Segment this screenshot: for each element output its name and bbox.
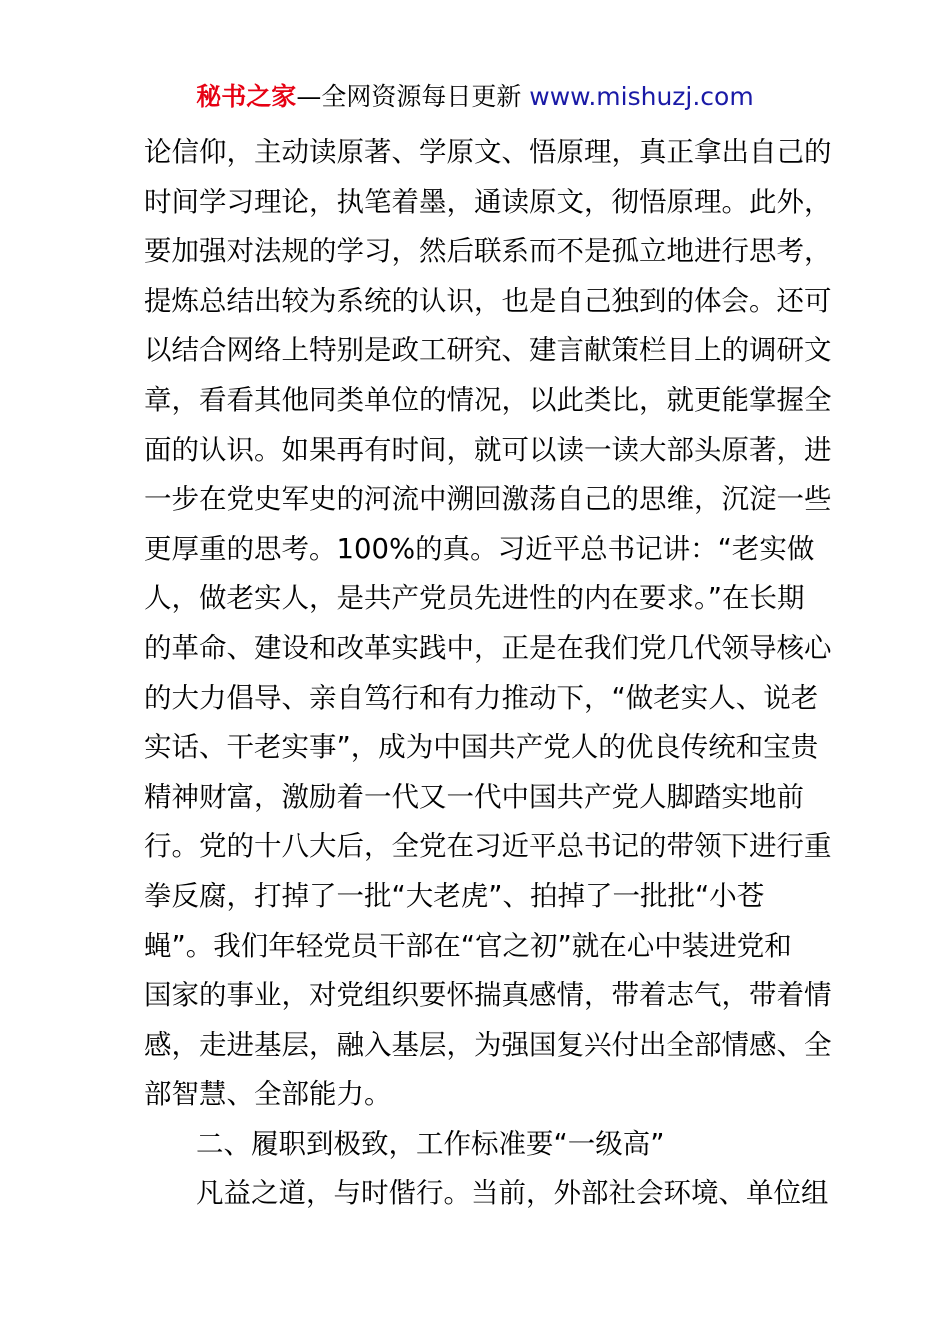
- body-line-17: 蝇”。我们年轻党员干部在“官之初”就在心中装进党和: [144, 929, 792, 962]
- body-line-13: 实话、干老实事”，成为中国共产党人的优良传统和宝贵: [144, 731, 819, 764]
- body-line-11: 的革命、建设和改革实践中，正是在我们党几代领导核心: [144, 631, 832, 664]
- body-line-18: 国家的事业，对党组织要怀揣真感情，带着志气，带着情: [144, 979, 832, 1012]
- body-line-19: 感，走进基层，融入基层，为强国复兴付出全部情感、全: [144, 1028, 832, 1061]
- body-line-15: 行。党的十八大后，全党在习近平总书记的带领下进行重: [144, 830, 832, 863]
- site-tagline: —全网资源每日更新: [296, 82, 522, 111]
- section-heading: 二、履职到极致，工作标准要“一级高”: [196, 1127, 665, 1160]
- body-line-16: 拳反腐，打掉了一批“大老虎”、拍掉了一批批“小苍: [144, 879, 765, 912]
- body-line-9: 更厚重的思考。100%的真。习近平总书记讲：“老实做: [144, 532, 815, 565]
- body-line-5: 以结合网络上特别是政工研究、建言献策栏目上的调研文: [144, 334, 832, 367]
- body-line-10: 人，做老实人，是共产党员先进性的内在要求。”在长期: [144, 582, 805, 615]
- body-line-12: 的大力倡导、亲自笃行和有力推动下，“做老实人、说老: [144, 681, 819, 714]
- body-line-2: 时间学习理论，执笔着墨，通读原文，彻悟原理。此外，: [144, 185, 832, 218]
- paragraph-first-line: 凡益之道，与时偕行。当前，外部社会环境、单位组: [196, 1177, 829, 1210]
- body-line-4: 提炼总结出较为系统的认识，也是自己独到的体会。还可: [144, 284, 832, 317]
- body-line-14: 精神财富，激励着一代又一代中国共产党人脚踏实地前: [144, 780, 804, 813]
- body-line-3: 要加强对法规的学习，然后联系而不是孤立地进行思考，: [144, 235, 832, 268]
- site-url-link[interactable]: www.mishuzj.com: [529, 82, 754, 111]
- body-line-6: 章，看看其他同类单位的情况，以此类比，就更能掌握全: [144, 383, 832, 416]
- body-line-7: 面的认识。如果再有时间，就可以读一读大部头原著，进: [144, 433, 832, 466]
- body-line-8: 一步在党史军史的河流中溯回激荡自己的思维，沉淀一些: [144, 483, 832, 516]
- body-line-1: 论信仰，主动读原著、学原文、悟原理，真正拿出自己的: [144, 136, 832, 168]
- site-header: [0, 80, 950, 114]
- document-body: [144, 128, 832, 1219]
- body-line-20: 部智慧、全部能力。: [144, 1078, 392, 1111]
- site-brand: 秘书之家: [196, 82, 297, 111]
